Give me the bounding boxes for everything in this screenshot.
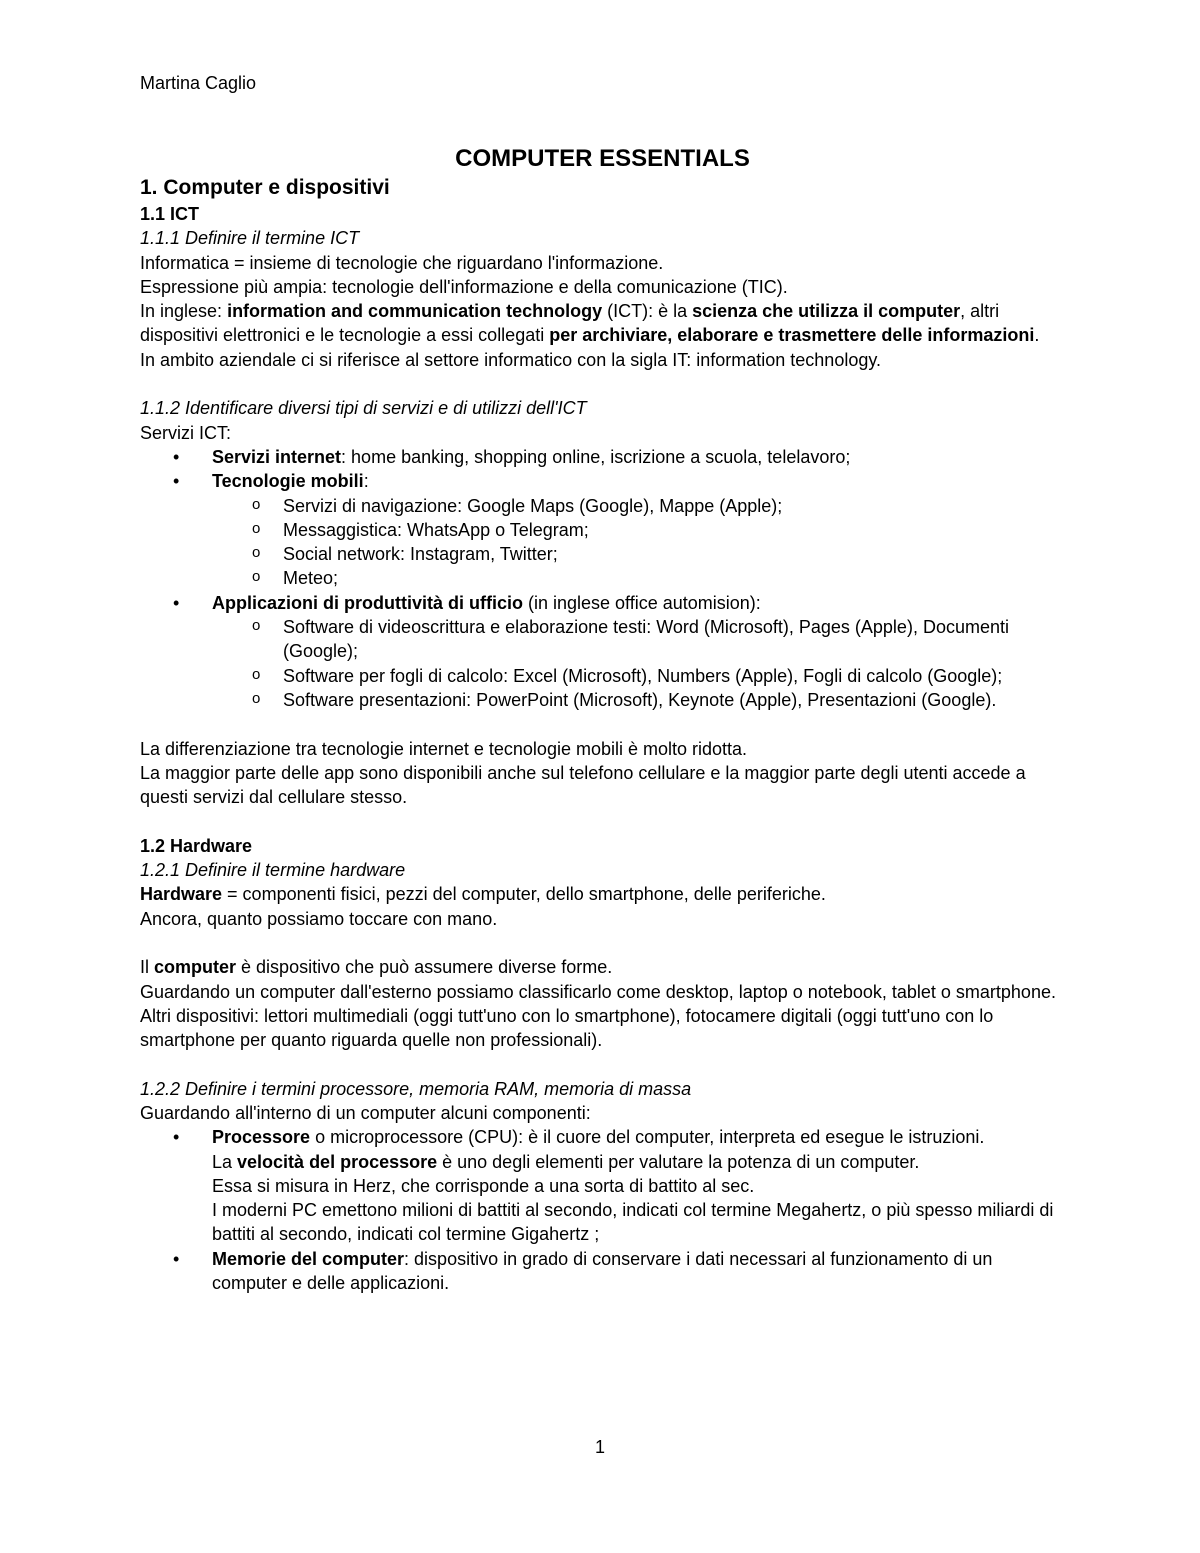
bold-term: velocità del processore bbox=[237, 1151, 438, 1172]
paragraph: In ambito aziendale ci si riferisce al settore informatico con la sigla IT: information technology. bbox=[140, 349, 882, 370]
bold-term: Servizi internet bbox=[212, 446, 342, 467]
paragraph: Servizi ICT: bbox=[140, 422, 232, 443]
list-item bbox=[140, 1125, 1065, 1246]
paragraph: Guardando all'interno di un computer alcuni componenti: bbox=[140, 1102, 591, 1123]
paragraph: Ancora, quanto possiamo toccare con mano. bbox=[140, 908, 498, 929]
sub-list-item: o Meteo; bbox=[212, 566, 1065, 590]
sub-list-item: o Servizi di navigazione: Google Maps (Google), Mappe (Apple); bbox=[212, 494, 1065, 518]
bold-term: Memorie del computer bbox=[212, 1248, 405, 1269]
bold-term: Hardware bbox=[140, 884, 223, 905]
sub-list-mobile bbox=[212, 494, 1065, 591]
document-title: COMPUTER ESSENTIALS bbox=[455, 145, 750, 172]
heading-1-2: 1.2 Hardware bbox=[140, 835, 253, 856]
bullet-list-components bbox=[140, 1125, 1065, 1295]
text-run: (in inglese office automision): bbox=[522, 592, 761, 613]
header-author: Martina Caglio bbox=[140, 73, 257, 93]
bold-term: Processore bbox=[212, 1127, 311, 1148]
bold-term: scienza che utilizza il computer bbox=[692, 301, 961, 322]
paragraph: Espressione più ampia: tecnologie dell'informazione e della comunicazione (TIC). bbox=[140, 276, 788, 297]
list-item-line: Essa si misura in Herz, che corrisponde a una sorta di battito al sec. bbox=[212, 1175, 755, 1196]
sub-list-item: o Software presentazioni: PowerPoint (Microsoft), Keynote (Apple), Presentazioni (Google). bbox=[212, 688, 1065, 712]
bold-term: per archiviare, elaborare e trasmettere delle informazioni bbox=[549, 325, 1035, 346]
text-run: è uno degli elementi per valutare la potenza di un computer. bbox=[437, 1151, 920, 1172]
heading-1-2-1: 1.2.1 Definire il termine hardware bbox=[140, 860, 406, 881]
bold-term: Applicazioni di produttività di ufficio bbox=[212, 592, 523, 613]
text-run: o microprocessore (CPU): è il cuore del computer, interpreta ed esegue le istruzioni. bbox=[310, 1127, 985, 1148]
heading-1-1-1: 1.1.1 Definire il termine ICT bbox=[140, 228, 360, 249]
text-run: : home banking, shopping online, iscrizione a scuola, telelavoro; bbox=[341, 446, 851, 467]
paragraph: Altri dispositivi: lettori multimediali (oggi tutt'uno con lo smartphone), fotocamere digitali (oggi tutt'uno con lo smartphone per quanto riguarda quelle non professionali). bbox=[140, 1005, 994, 1051]
heading-1-1-2: 1.1.2 Identificare diversi tipi di servizi e di utilizzi dell'ICT bbox=[140, 398, 587, 419]
paragraph: La maggior parte delle app sono disponibili anche sul telefono cellulare e la maggior parte degli utenti accede a questi servizi dal cellulare stesso. bbox=[140, 762, 1026, 808]
page-number: 1 bbox=[594, 1437, 605, 1457]
bold-term: information and communication technology bbox=[227, 301, 603, 322]
list-item-line bbox=[212, 1150, 1065, 1174]
text-run: : dispositivo in grado di conservare i dati necessari al funzionamento di un computer e delle applicazioni. bbox=[212, 1248, 993, 1294]
list-item bbox=[140, 1247, 1065, 1296]
bold-term: Tecnologie mobili bbox=[212, 471, 364, 492]
paragraph: La differenziazione tra tecnologie internet e tecnologie mobili è molto ridotta. bbox=[140, 738, 748, 759]
sub-list-office bbox=[212, 615, 1065, 712]
list-item bbox=[140, 469, 1065, 590]
spacer bbox=[140, 712, 1065, 736]
spacer bbox=[140, 809, 1065, 833]
text-run: , altri dispositivi elettronici e le tecnologie a essi collegati bbox=[140, 301, 1000, 346]
text-run: . bbox=[1034, 325, 1040, 346]
sub-list-item: o Software di videoscrittura e elaborazione testi: Word (Microsoft), Pages (Apple), Documenti (Google); bbox=[212, 615, 1065, 664]
heading-section-1: 1. Computer e dispositivi bbox=[140, 176, 390, 199]
spacer bbox=[140, 372, 1065, 396]
paragraph: Guardando un computer dall'esterno possiamo classificarlo come desktop, laptop o notebook, tablet o smartphone. bbox=[140, 981, 1056, 1002]
bullet-list-services bbox=[140, 445, 1065, 712]
paragraph: Informatica = insieme di tecnologie che riguardano l'informazione. bbox=[140, 252, 664, 273]
text-run: Il bbox=[140, 957, 155, 978]
list-item-line: I moderni PC emettono milioni di battiti al secondo, indicati col termine Megahertz, o più spesso miliardi di battiti al secondo, indicati col termine Gigahertz ; bbox=[212, 1200, 1054, 1245]
paragraph-computer bbox=[140, 955, 1065, 979]
spacer bbox=[140, 1052, 1065, 1076]
text-run: : bbox=[363, 471, 369, 492]
text-run: (ICT): è la bbox=[602, 301, 693, 322]
text-run: In inglese: bbox=[140, 301, 228, 322]
document-body bbox=[140, 144, 1065, 1295]
list-item bbox=[140, 591, 1065, 712]
list-item bbox=[140, 445, 1065, 469]
sub-list-item: o Software per fogli di calcolo: Excel (Microsoft), Numbers (Apple), Fogli di calcolo (Google); bbox=[212, 664, 1065, 688]
text-run: La bbox=[212, 1151, 238, 1172]
heading-1-1: 1.1 ICT bbox=[140, 204, 200, 224]
heading-1-2-2: 1.2.2 Definire i termini processore, memoria RAM, memoria di massa bbox=[140, 1078, 692, 1099]
paragraph-hardware-definition bbox=[140, 882, 1065, 906]
bold-term: computer bbox=[154, 957, 237, 978]
text-run: è dispositivo che può assumere diverse forme. bbox=[236, 957, 613, 978]
list-item-line bbox=[212, 1125, 1065, 1149]
spacer bbox=[140, 931, 1065, 955]
paragraph-ict-definition bbox=[140, 299, 1065, 348]
text-run: = componenti fisici, pezzi del computer, dello smartphone, delle periferiche. bbox=[222, 884, 826, 905]
sub-list-item: o Messaggistica: WhatsApp o Telegram; bbox=[212, 518, 1065, 542]
sub-list-item: o Social network: Instagram, Twitter; bbox=[212, 542, 1065, 566]
